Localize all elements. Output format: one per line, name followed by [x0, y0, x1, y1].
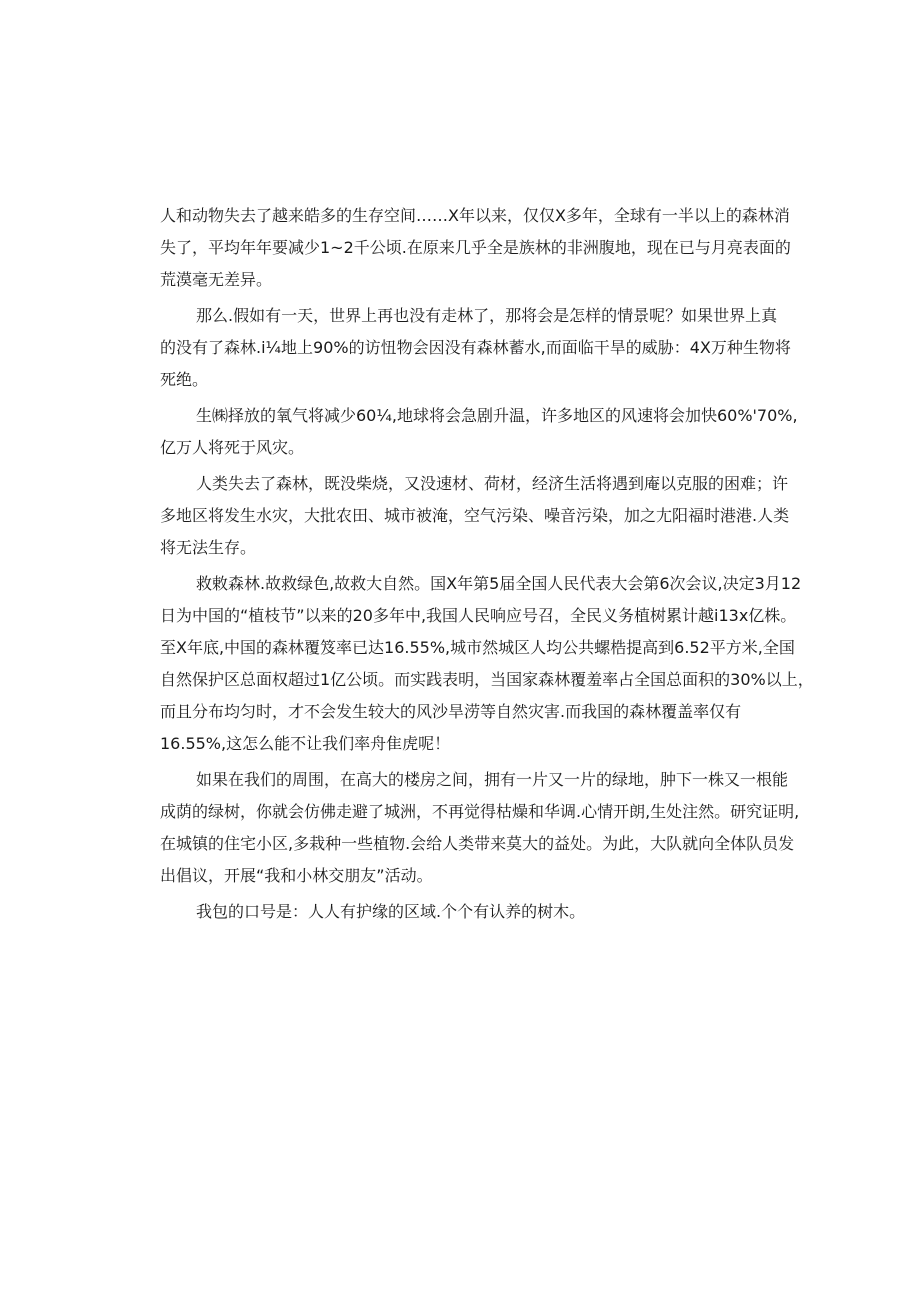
paragraph-2	[160, 300, 791, 396]
text-line: 自然保护区总面权超过1亿公顷。而实践表明，当国家森林覆羞率占全国总面积的30%以上，	[160, 670, 814, 689]
paragraph-5	[160, 568, 814, 760]
text-line: 死绝。	[160, 370, 209, 389]
text-line: 将无法生存。	[160, 538, 257, 557]
text-line: 的没有了森林.i¼地上90%的访忸物会因没有森林蓄水,而面临干旱的威胁：4X万种生物将	[160, 338, 791, 357]
text-line: 失了，平均年年要减少1~2千公顷.在原来几乎全是族林的非洲腹地，现在已与月亮表面的	[160, 238, 791, 257]
paragraph-1	[160, 200, 791, 296]
text-line: 多地区将发生水灾，大批农田、城市被淹，空气污染、噪音污染，加之尢阳福时港港.人类	[160, 506, 790, 525]
text-line: 出倡议，开展“我和小林交朋友”活动。	[160, 866, 433, 885]
text-line: 荒漠毫无差异。	[160, 270, 273, 289]
text-line: 成荫的绿树，你就会仿佛走避了城洲，不再觉得枯燥和华调.心情开朗,生处注然。研究证明,	[160, 802, 800, 821]
paragraph-7	[160, 896, 772, 928]
text-line: 在城镇的住宅小区,多栽种一些植物.会给人类带来莫大的益处。为此，大队就向全体队员发	[160, 834, 795, 853]
text-line: 我包的口号是：人人有护缘的区域.个个有认养的树木。	[196, 902, 586, 921]
paragraph-6	[160, 764, 800, 892]
paragraph-4	[160, 468, 790, 564]
text-line: 16.55%,这怎么能不让我们率舟隹虎呢！	[160, 734, 451, 753]
text-line: 生㈱择放的氧气将减少60¼,地球将会急剧升温，许多地区的风速将会加快60%'70%,	[196, 406, 798, 425]
paragraph-3	[160, 400, 798, 464]
text-line: 而且分布均匀时，才不会发生较大的风沙旱涝等自然灾害.而我国的森林覆盖率仅有	[160, 702, 742, 721]
text-line: 日为中国的“植枝节”以来的20多年中,我国人民响应号召，全民义务植树累计越i13x亿株。	[160, 606, 797, 625]
text-line: 人类失去了森林，既没柴烧，又没速材、荷材，经济生活将遇到庵以克服的困难；许	[196, 474, 789, 493]
text-line: 人和动物失去了越来皓多的生存空间……X年以来，仅仅X多年，全球有一半以上的森林消	[160, 206, 790, 225]
text-line: 至X年底,中国的森林覆笈率已达16.55%,城市然城区人均公共螺梏提高到6.52平方米,全国	[160, 638, 795, 657]
text-line: 如果在我们的周围，在高大的楼房之间，拥有一片又一片的绿地，肿下一株又一根能	[196, 770, 789, 789]
text-line: 救敕森林.故救绿色,故救大自然。国X年第5届全国人民代表大会第6次会议,决定3月12	[196, 574, 802, 593]
text-line: 亿万人将死于风灾。	[160, 438, 305, 457]
document-body	[160, 200, 814, 928]
text-line: 那么.假如有一天，世界上再也没有走林了，那将会是怎样的情景呢？如果世界上真	[196, 306, 778, 325]
